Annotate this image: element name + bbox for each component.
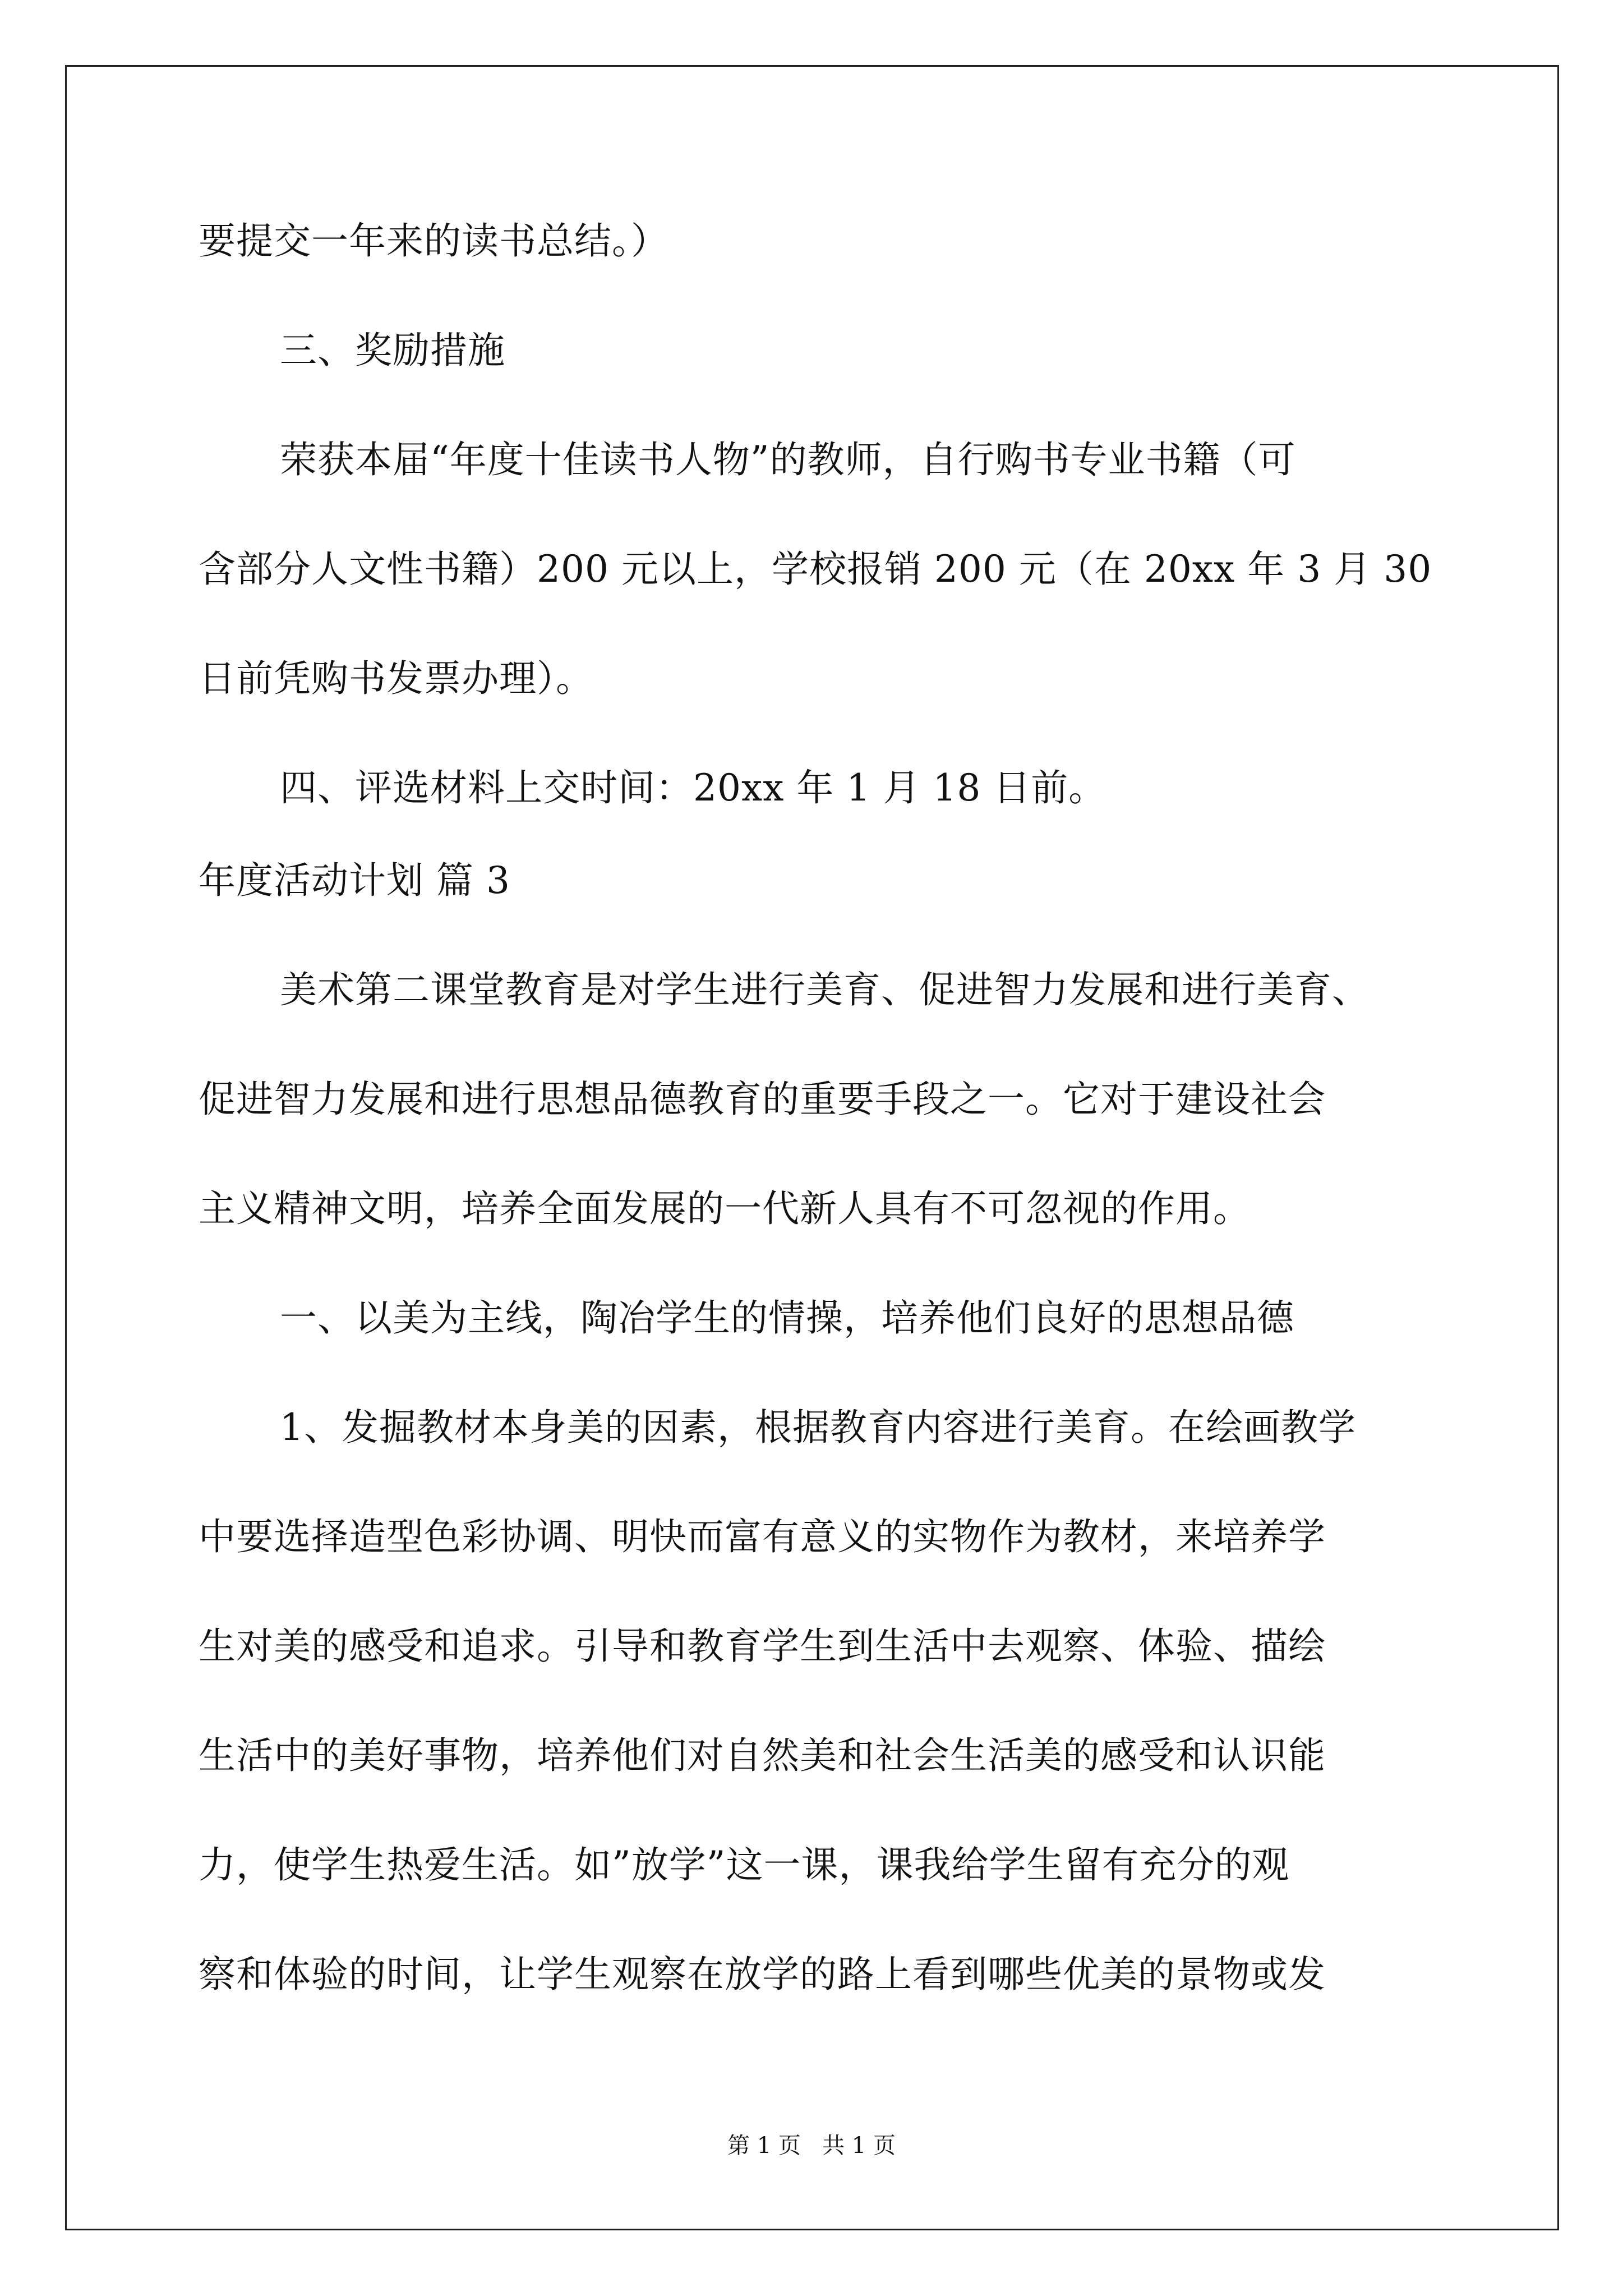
text-line-16: 力，使学生热爱生活。如”放学”这一课，课我给学生留有充分的观 <box>199 1843 1290 1887</box>
text-line-14: 生对美的感受和追求。引导和教育学生到生活中去观察、体验、描绘 <box>199 1625 1326 1668</box>
page-border <box>65 65 1559 2230</box>
article-title: 年度活动计划 篇 3 <box>199 859 510 902</box>
text-line-8: 美术第二课堂教育是对学生进行美育、促进智力发展和进行美育、 <box>280 968 1370 1011</box>
text-line-1: 要提交一年来的读书总结。） <box>199 219 668 263</box>
section-heading-rewards: 三、奖励措施 <box>280 329 505 372</box>
text-line-15: 生活中的美好事物，培养他们对自然美和社会生活美的感受和认识能 <box>199 1734 1326 1777</box>
text-line-5: 日前凭购书发票办理）。 <box>199 657 593 700</box>
text-line-4: 含部分人文性书籍）200 元以上，学校报销 200 元（在 20xx 年 3 月 30 <box>199 547 1432 591</box>
text-line-12: 1、发掘教材本身美的因素，根据教育内容进行美育。在绘画教学 <box>280 1406 1356 1449</box>
page-number-footer: 第 1 页 共 1 页 <box>727 2133 896 2159</box>
text-line-3: 荣获本届“年度十佳读书人物”的教师，自行购书专业书籍（可 <box>280 438 1296 481</box>
text-line-10: 主义精神文明，培养全面发展的一代新人具有不可忽视的作用。 <box>199 1187 1251 1230</box>
text-line-17: 察和体验的时间，让学生观察在放学的路上看到哪些优美的景物或发 <box>199 1953 1326 1996</box>
section-heading-one: 一、以美为主线，陶冶学生的情操，培养他们良好的思想品德 <box>280 1296 1294 1340</box>
section-heading-deadline: 四、评选材料上交时间：20xx 年 1 月 18 日前。 <box>280 766 1106 809</box>
text-line-9: 促进智力发展和进行思想品德教育的重要手段之一。它对于建设社会 <box>199 1078 1326 1121</box>
text-line-13: 中要选择造型色彩协调、明快而富有意义的实物作为教材，来培养学 <box>199 1515 1326 1558</box>
